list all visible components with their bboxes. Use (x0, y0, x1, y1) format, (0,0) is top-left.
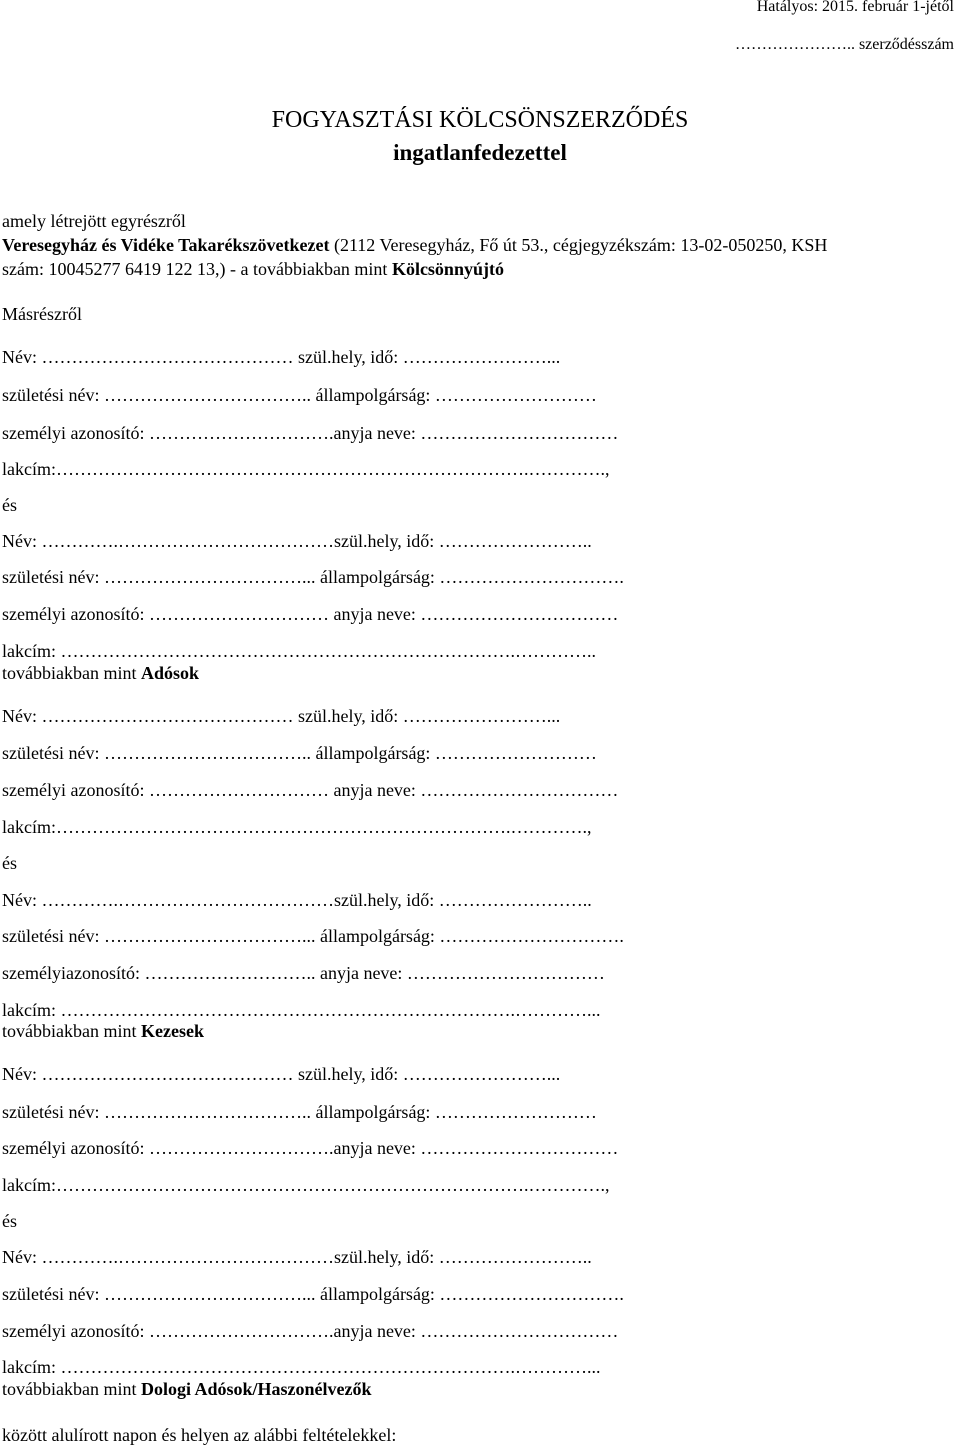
lender-line-2 (2, 259, 504, 280)
pledgor2-address-row: lakcím: ………………………………………………………………….…………... (2, 1357, 601, 1377)
guarantor2-address-row: lakcím: ………………………………………………………………….…………... (2, 1000, 601, 1020)
document-title: FOGYASZTÁSI KÖLCSÖNSZERZŐDÉS (271, 107, 689, 133)
pledgor1-address-row: lakcím:…………………………………………………………………….…………., (2, 1175, 610, 1195)
debtor1-address-row: lakcím:…………………………………………………………………….…………., (2, 459, 610, 479)
guarantor1-birthname-row: születési név: …………………………….. állampolgárság: ……………………… (2, 743, 597, 763)
guarantor2-name-row: Név: ………….………………………………szül.hely, idő: …………………….. (2, 890, 592, 910)
pledgor2-birthname-row: születési név: ……………………………... állampolgárság: …………………………. (2, 1284, 624, 1304)
debtor2-birthname-row: születési név: ……………………………... állampolgárság: …………………………. (2, 567, 624, 587)
debtor2-id-row: személyi azonosító: ………………………… anyja neve: …………………………… (2, 604, 619, 624)
guarantor2-id-row: személyiazonosító: ……………………….. anyja neve: …………………………… (2, 963, 605, 983)
debtors-role-line (2, 663, 199, 684)
guarantor2-birthname-row: születési név: ……………………………... állampolgárság: …………………………. (2, 926, 624, 946)
debtor1-birthname-row: születési név: …………………………….. állampolgárság: ……………………… (2, 385, 597, 405)
debtor2-address-row: lakcím: ………………………………………………………………….………….. (2, 641, 596, 661)
pledgor1-id-row: személyi azonosító: ………………………….anyja neve: …………………………… (2, 1138, 619, 1158)
and-text: és (2, 495, 17, 515)
role-prefix: továbbiakban mint (2, 1021, 141, 1041)
role-prefix: továbbiakban mint (2, 1379, 141, 1399)
pledgor1-birthname-row: születési név: …………………………….. állampolgárság: ……………………… (2, 1102, 597, 1122)
pledgors-role-line (2, 1379, 372, 1400)
intro-line: amely létrejött egyrészről (2, 211, 186, 231)
role-label: Dologi Adósok/Haszonélvezők (140, 1379, 372, 1399)
and-text: és (2, 1211, 17, 1231)
pledgor2-name-row: Név: ………….………………………………szül.hely, idő: …………………….. (2, 1247, 592, 1267)
role-label: Kezesek (140, 1021, 204, 1041)
lender-name: Veresegyház és Vidéke Takarékszövetkezet (2, 235, 330, 255)
and-text: és (2, 853, 17, 873)
masreszrol: Másrészről (2, 304, 82, 324)
contract-number: ………………….. szerződésszám (734, 36, 954, 53)
document-subtitle: ingatlanfedezettel (393, 140, 567, 165)
guarantors-role-line (2, 1021, 204, 1042)
role-label: Adósok (140, 663, 200, 683)
pledgor2-id-row: személyi azonosító: ………………………….anyja neve: …………………………… (2, 1321, 619, 1341)
debtor2-name-row: Név: ………….………………………………szül.hely, idő: …………………….. (2, 531, 592, 551)
role-prefix: továbbiakban mint (2, 663, 141, 683)
pledgor1-name-row: Név: …………………………………… szül.hely, idő: ……………………... (2, 1064, 561, 1084)
closing-line: között alulírott napon és helyen az alábbi feltételekkel: (2, 1425, 397, 1445)
lender-details: (2112 Veresegyház, Fő út 53., cégjegyzékszám: 13-02-050250, KSH (329, 235, 828, 255)
lender-line (2, 235, 827, 256)
lender-details-2: szám: 10045277 6419 122 13,) - a továbbiakban mint (2, 259, 392, 279)
debtor1-name-row: Név: …………………………………… szül.hely, idő: ……………………... (2, 347, 561, 367)
validity-date: Hatályos: 2015. február 1-jétől (756, 0, 954, 15)
guarantor1-id-row: személyi azonosító: ………………………… anyja neve: …………………………… (2, 780, 619, 800)
lender-role: Kölcsönnyújtó (391, 259, 504, 279)
debtor1-id-row: személyi azonosító: ………………………….anyja neve: …………………………… (2, 423, 619, 443)
guarantor1-address-row: lakcím:………………………………………………………………….…………., (2, 817, 592, 837)
guarantor1-name-row: Név: …………………………………… szül.hely, idő: ……………………... (2, 706, 561, 726)
